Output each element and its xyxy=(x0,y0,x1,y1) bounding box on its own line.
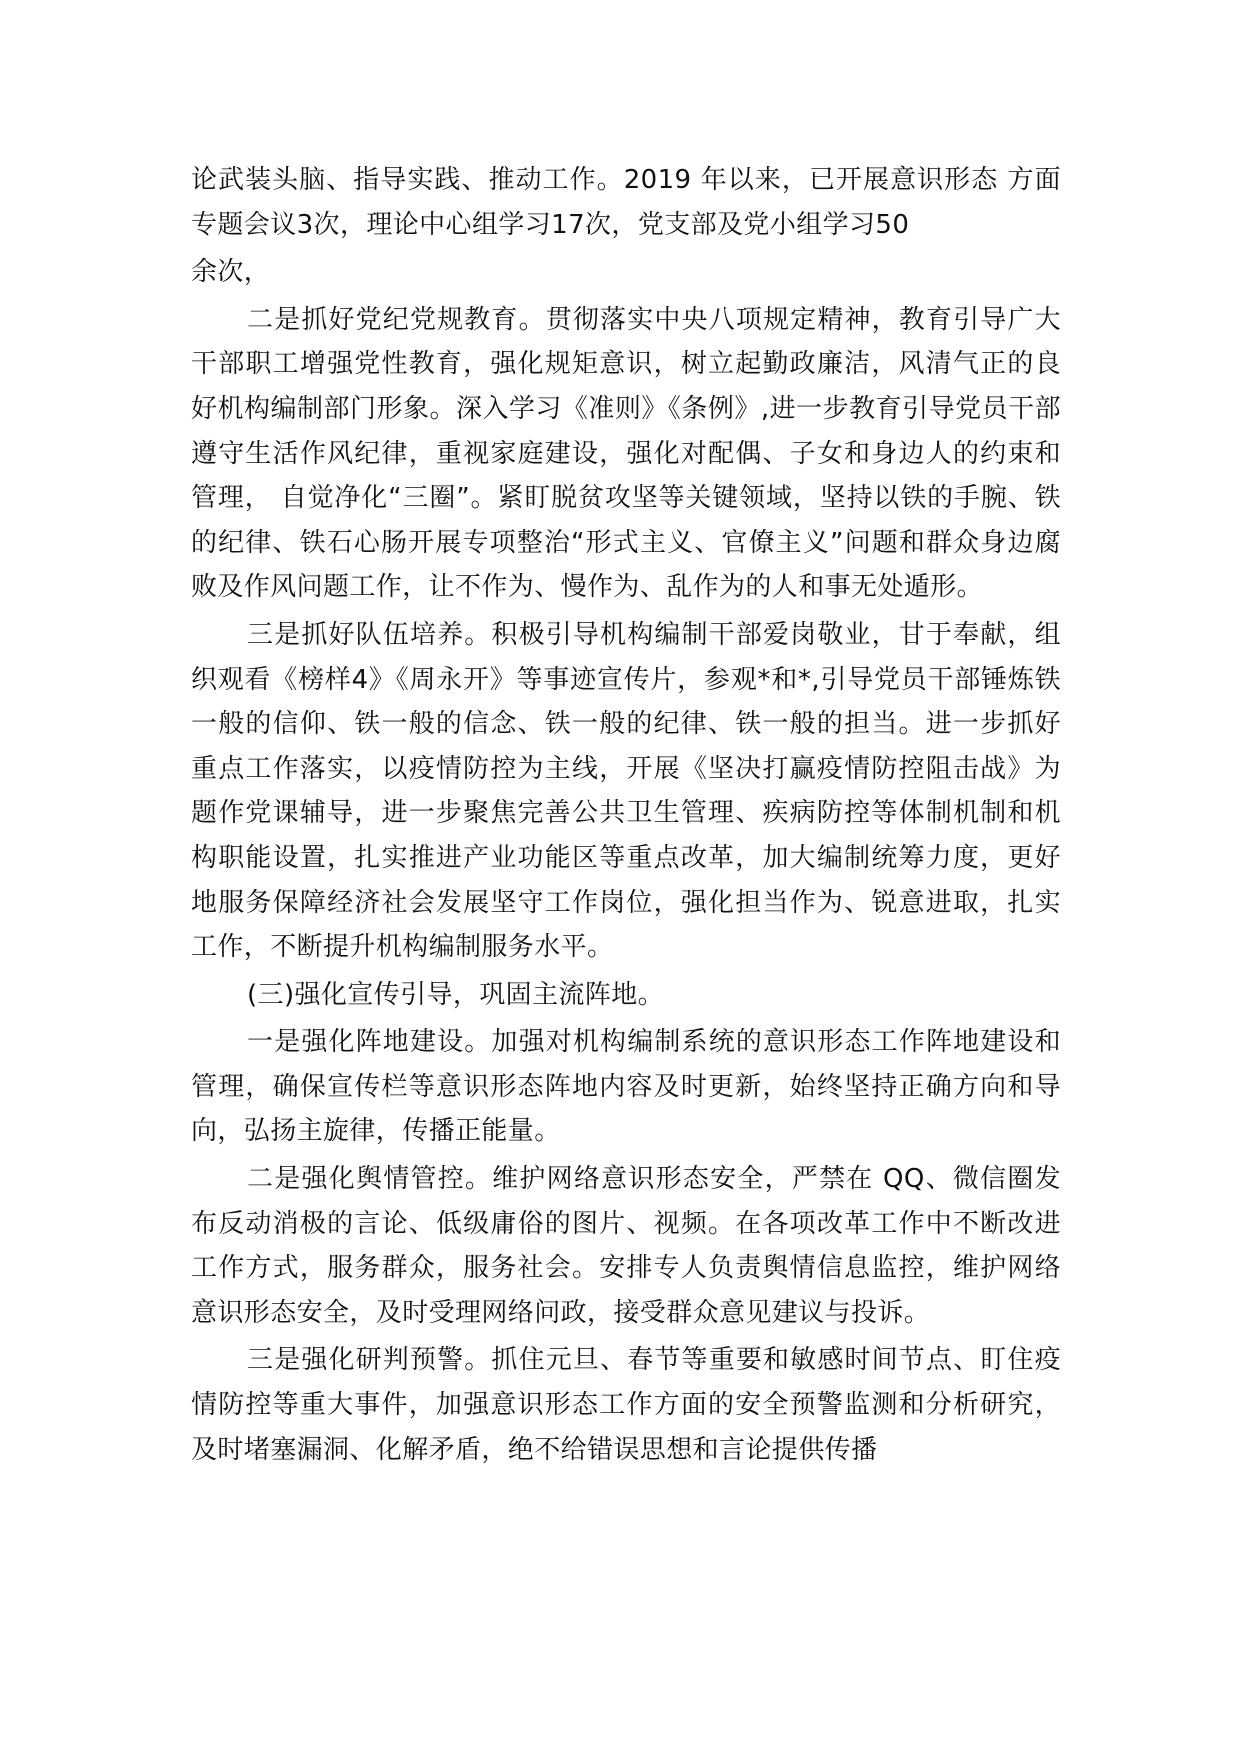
section-heading-publicity: (三)强化宣传引导，巩固主流阵地。 xyxy=(247,979,665,1010)
paragraph-party-discipline: 二是抓好党纪党规教育。贯彻落实中央八项规定精神，教育引导广大干部职工增强党性教育，强化规矩意识，树立起勤政廉洁，风清气正的良好机构编制部门形象。深入学习《准则》《条例》,进一步教育引导党员干部遵守生活作风纪律，重视家庭建设，强化对配偶、子女和身边人的约束和管理， 自觉净化“三圈”。紧盯脱贫攻坚等关键领域，坚持以铁的手腕、铁的纪律、铁石心肠开展专项整治“形式主义、官僚主义”问题和群众身边腐败及作风问题工作，让不作为、慢作为、乱作为的人和事无处遁形。 xyxy=(191,304,1061,603)
paragraph-early-warning: 三是强化研判预警。抓住元旦、春节等重要和敏感时间节点、盯住疫情防控等重大事件，加强意识形态工作方面的安全预警监测和分析研究，及时堵塞漏洞、化解矛盾，绝不给错误思想和言论提供传播 xyxy=(191,1345,1061,1465)
paragraph-continued-tail: 余次， xyxy=(191,257,271,288)
paragraph-public-opinion: 二是强化舆情管控。维护网络意识形态安全，严禁在 QQ、微信圈发布反动消极的言论、低级庸俗的图片、视频。在各项改革工作中不断改进工作方式，服务群众，服务社会。安排专人负责舆情信息监控，维护网络意识形态安全，及时受理网络问政，接受群众意见建议与投诉。 xyxy=(191,1164,1061,1328)
paragraph-team-training: 三是抓好队伍培养。积极引导机构编制干部爱岗敬业，甘于奉献，组织观看《榜样4》《周永开》等事迹宣传片，参观*和*,引导党员干部锤炼铁一般的信仰、铁一般的信念、铁一般的纪律、铁一般的担当。进一步抓好重点工作落实，以疫情防控为主线，开展《坚决打赢疫情防控阻击战》为题作党课辅导，进一步聚焦完善公共卫生管理、疾病防控等体制机制和机构职能设置，扎实推进产业功能区等重点改革，加大编制统筹力度，更好地服务保障经济社会发展坚守工作岗位，强化担当作为、锐意进取，扎实工作，不断提升机构编制服务水平。 xyxy=(191,619,1061,963)
document-body xyxy=(191,158,1061,1475)
paragraph-continued-intro: 论武装头脑、指导实践、推动工作。2019 年以来，已开展意识形态 方面专题会议3次，理论中心组学习17次，党支部及党小组学习50 xyxy=(191,165,1061,240)
paragraph-position-building: 一是强化阵地建设。加强对机构编制系统的意识形态工作阵地建设和管理，确保宣传栏等意识形态阵地内容及时更新，始终坚持正确方向和导向，弘扬主旋律，传播正能量。 xyxy=(191,1027,1061,1147)
